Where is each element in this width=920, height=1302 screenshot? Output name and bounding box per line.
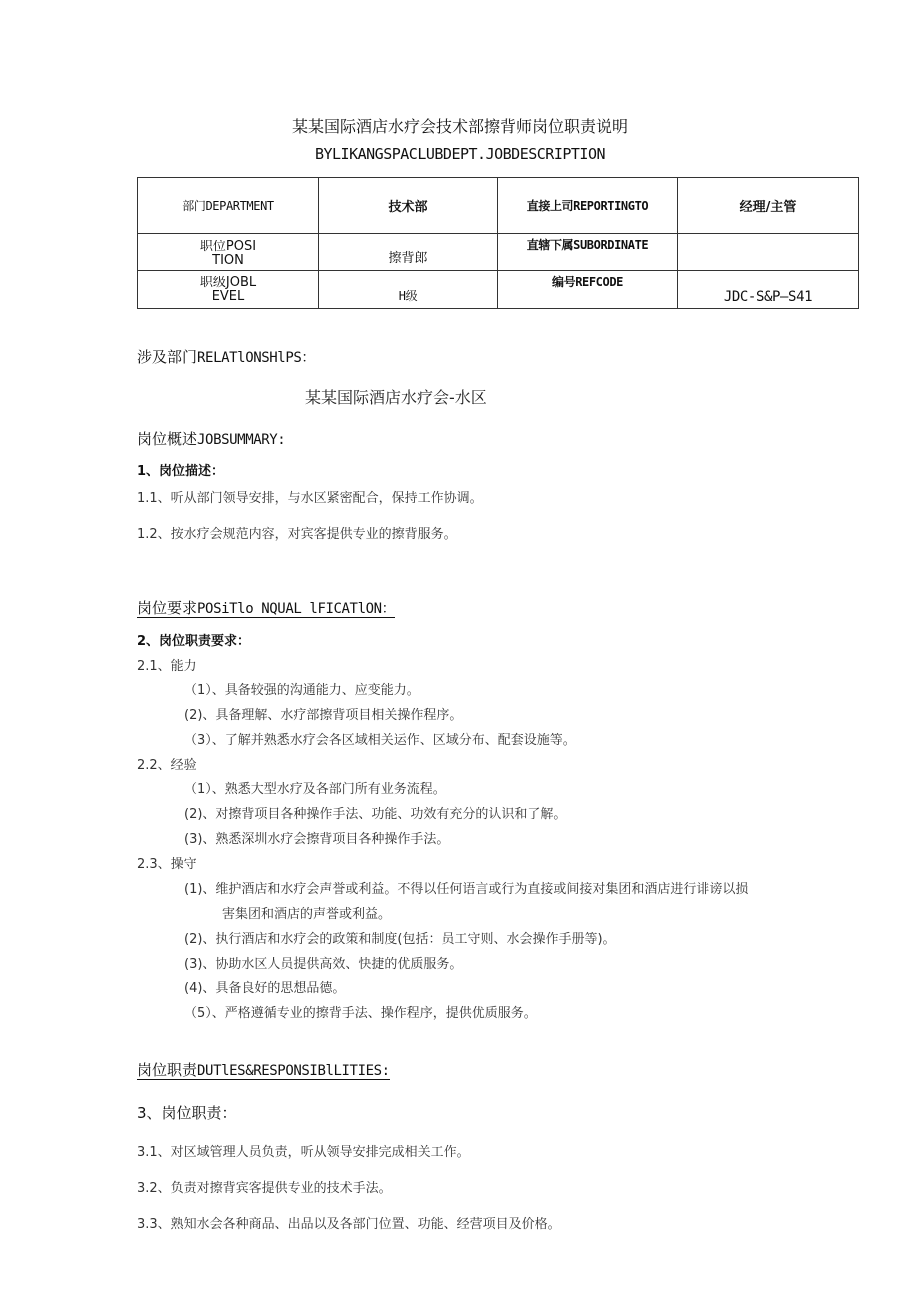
qualification-heading-underlined [137,599,395,618]
integrity-item: (1)、维护酒店和水疗会声誉或利益。不得以任何语言或行为直接或间接对集团和酒店进行诽谤以损 [184,882,749,897]
subordinate-label: 直辖下属SUBORDINATE [498,234,678,271]
ability-item: （1）、具备较强的沟通能力、应变能力。 [184,683,420,698]
department-label: 部门DEPARTMENT [138,178,319,234]
summary-item: 1.2、按水疗会规范内容，对宾客提供专业的擦背服务。 [137,527,457,542]
duties-subheading: 3、岗位职责： [137,1104,237,1122]
experience-label: 2.2、经验 [137,758,197,773]
ability-label: 2.1、能力 [137,659,197,674]
reporting-label: 直接上司REPORTINGTO [498,178,678,234]
experience-item: (3)、熟悉深圳水疗会擦背项目各种操作手法。 [184,832,450,847]
relationships-heading-en: RELATlONSHlPS： [197,350,315,366]
position-label: 职位POSITION [199,240,257,268]
job-info-table [137,177,859,309]
integrity-item: （5）、严格遵循专业的擦背手法、操作程序，提供优质服务。 [184,1006,537,1021]
ability-item: （3）、了解并熟悉水疗会各区域相关运作、区域分布、配套设施等。 [184,733,576,748]
position-value: 擦背郎 [319,234,498,271]
relationships-heading [137,346,315,367]
reporting-value: 经理/主管 [678,178,859,234]
experience-item: （1）、熟悉大型水疗及各部门所有业务流程。 [184,782,446,797]
duties-item: 3.3、熟知水会各种商品、出品以及各部门位置、功能、经营项目及价格。 [137,1217,561,1232]
refcode-label: 编号REFCODE [498,271,678,309]
joblevel-value: H级 [319,271,498,309]
department-value: 技术部 [319,178,498,234]
qualification-heading-cn: 岗位要求 [137,599,198,617]
integrity-item: (4)、具备良好的思想品德。 [184,981,346,996]
joblevel-label: 职级JOBLEVEL [199,276,257,304]
summary-heading [137,428,285,449]
duties-heading-cn: 岗位职责 [137,1061,198,1079]
summary-item: 1.1、听从部门领导安排，与水区紧密配合，保持工作协调。 [137,491,483,506]
integrity-item-continuation: 害集团和酒店的声誉或利益。 [222,907,392,922]
summary-heading-cn: 岗位概述 [137,430,198,448]
subordinate-value [678,234,859,271]
qualification-subheading: 2、岗位职责要求： [137,634,251,649]
relationships-value: 某某国际酒店水疗会-水区 [305,388,487,407]
duties-heading-underlined [137,1061,390,1080]
document-title: 某某国际酒店水疗会技术部擦背师岗位职责说明 [291,117,628,136]
joblevel-label-cell [138,271,319,309]
duties-item: 3.1、对区域管理人员负责，听从领导安排完成相关工作。 [137,1145,470,1160]
refcode-value: JDC-S&P—S41 [678,271,859,309]
integrity-item: (3)、协助水区人员提供高效、快捷的优质服务。 [184,957,463,972]
position-label-cell [138,234,319,271]
ability-item: (2)、具备理解、水疗部擦背项目相关操作程序。 [184,708,463,723]
duties-heading-en: DUTlES&RESPONSIBlLITIES: [197,1063,390,1079]
experience-item: (2)、对擦背项目各种操作手法、功能、功效有充分的认识和了解。 [184,807,567,822]
qualification-heading [137,597,395,618]
duties-item: 3.2、负责对擦背宾客提供专业的技术手法。 [137,1181,392,1196]
integrity-label: 2.3、操守 [137,857,197,872]
qualification-heading-en: POSiTlo NQUAL lFICATlON： [197,601,396,617]
summary-heading-en: JOBSUMMARY: [197,432,286,448]
relationships-heading-cn: 涉及部门 [137,348,198,366]
duties-heading [137,1059,390,1080]
document-subtitle: BYLIKANGSPACLUBDEPT.JOBDESCRIPTION [314,145,606,163]
summary-subheading: 1、岗位描述： [137,464,225,479]
integrity-item: (2)、执行酒店和水疗会的政策和制度(包括：员工守则、水会操作手册等)。 [184,932,616,947]
